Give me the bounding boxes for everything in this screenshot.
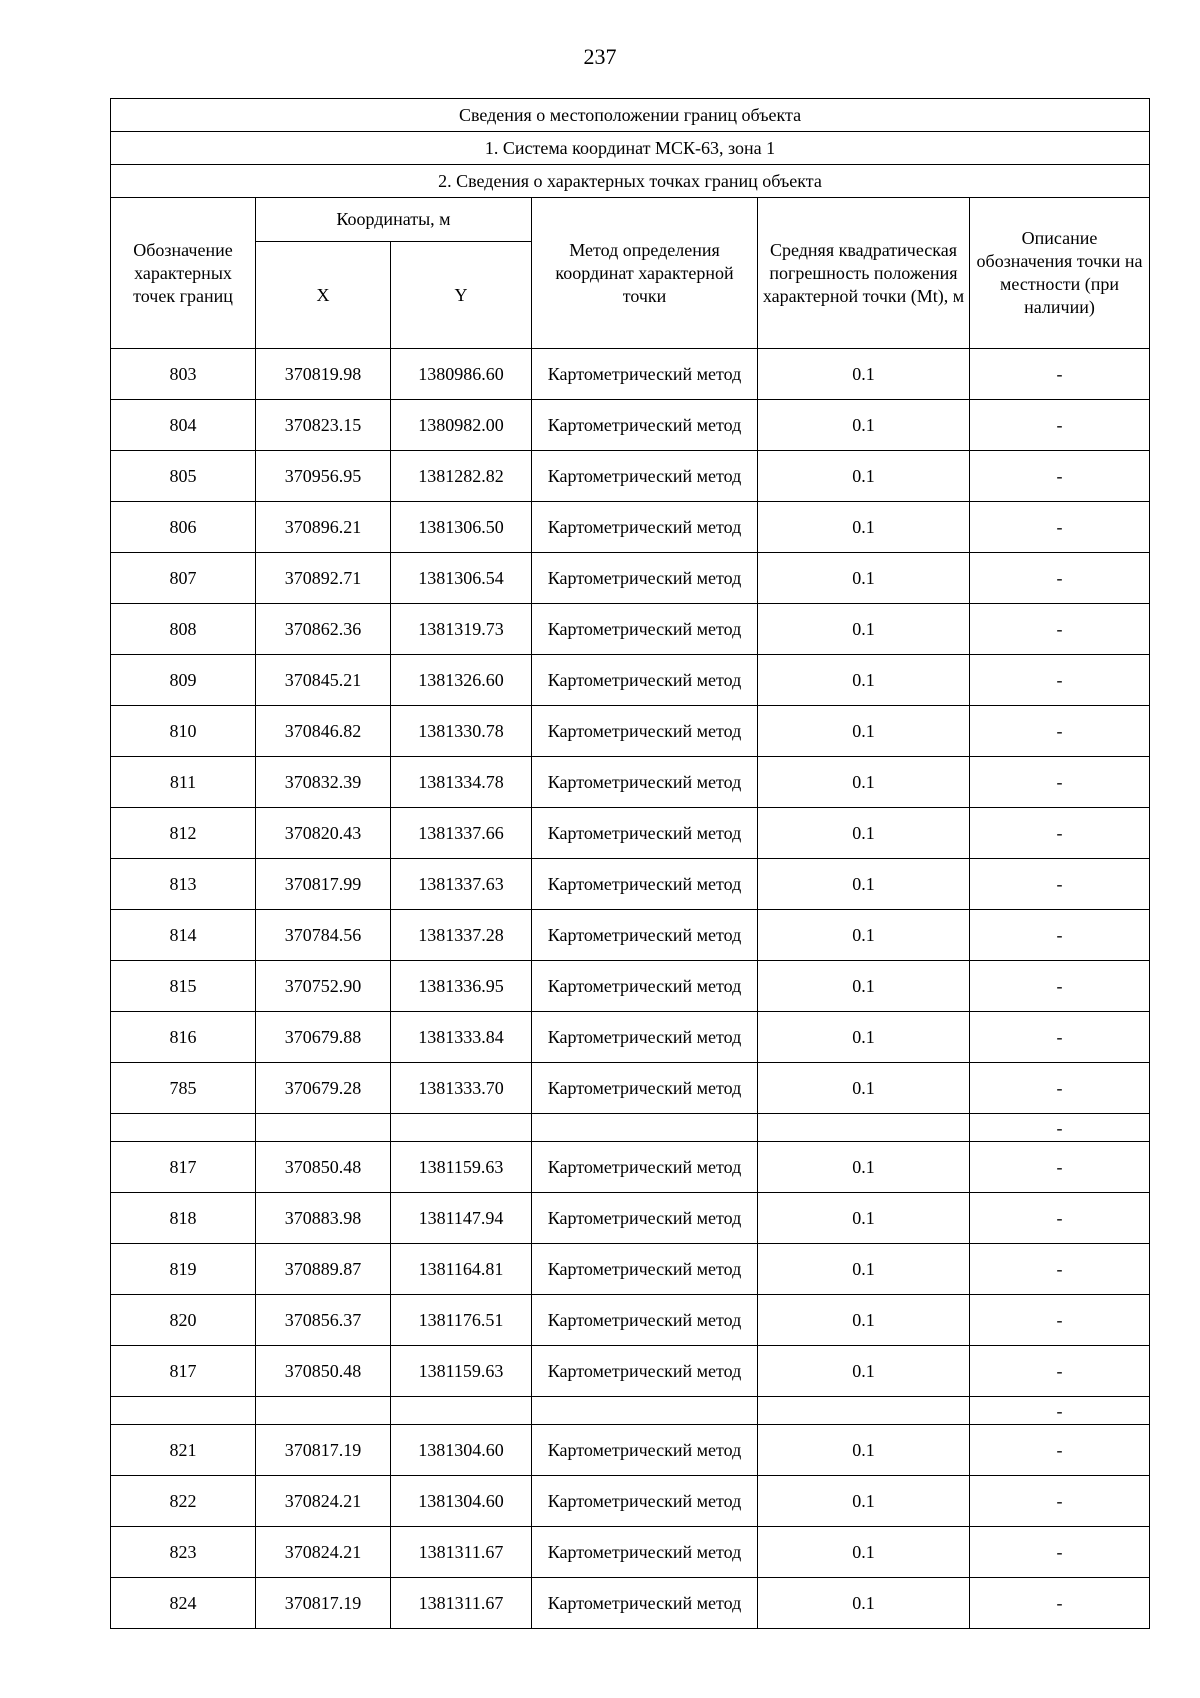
x-coordinate-cell: 370846.82	[256, 706, 391, 757]
x-coordinate-cell: 370862.36	[256, 604, 391, 655]
points-section-title: 2. Сведения о характерных точках границ объекта	[111, 165, 1150, 198]
points-section-row	[111, 165, 1150, 198]
x-coordinate-cell: 370824.21	[256, 1527, 391, 1578]
description-cell: -	[970, 1346, 1150, 1397]
description-cell: -	[970, 349, 1150, 400]
error-cell: 0.1	[758, 757, 970, 808]
error-cell: 0.1	[758, 859, 970, 910]
error-cell	[758, 1397, 970, 1425]
error-cell: 0.1	[758, 910, 970, 961]
method-cell: Картометрический метод	[532, 400, 758, 451]
boundary-points-table	[110, 98, 1150, 1629]
x-coordinate-cell: 370850.48	[256, 1346, 391, 1397]
table-row	[111, 757, 1150, 808]
y-coordinate-cell: 1381333.70	[391, 1063, 532, 1114]
y-coordinate-cell: 1381159.63	[391, 1346, 532, 1397]
x-coordinate-cell: 370956.95	[256, 451, 391, 502]
x-coordinate-cell: 370784.56	[256, 910, 391, 961]
x-coordinate-cell: 370892.71	[256, 553, 391, 604]
method-cell: Картометрический метод	[532, 349, 758, 400]
x-coordinate-cell	[256, 1397, 391, 1425]
table-row	[111, 502, 1150, 553]
method-cell: Картометрический метод	[532, 1193, 758, 1244]
point-cell	[111, 1114, 256, 1142]
x-coordinate-cell	[256, 1114, 391, 1142]
x-coordinate-cell: 370820.43	[256, 808, 391, 859]
table-row	[111, 1578, 1150, 1629]
table-row	[111, 1012, 1150, 1063]
x-coordinate-cell: 370679.88	[256, 1012, 391, 1063]
point-cell: 824	[111, 1578, 256, 1629]
point-cell: 808	[111, 604, 256, 655]
method-cell: Картометрический метод	[532, 1346, 758, 1397]
error-cell: 0.1	[758, 1346, 970, 1397]
x-coordinate-cell: 370752.90	[256, 961, 391, 1012]
error-column-header: Средняя квадратическая погрешность положения характерной точки (Mt), м	[758, 198, 970, 349]
point-cell: 817	[111, 1346, 256, 1397]
y-coordinate-cell: 1381337.28	[391, 910, 532, 961]
method-cell: Картометрический метод	[532, 1425, 758, 1476]
method-column-header: Метод определения координат характерной точки	[532, 198, 758, 349]
point-column-header: Обозначение характерных точек границ	[111, 198, 256, 349]
point-cell: 811	[111, 757, 256, 808]
description-cell: -	[970, 961, 1150, 1012]
point-cell: 813	[111, 859, 256, 910]
error-cell: 0.1	[758, 1295, 970, 1346]
description-cell: -	[970, 502, 1150, 553]
method-cell: Картометрический метод	[532, 757, 758, 808]
table-row	[111, 1346, 1150, 1397]
x-coordinate-cell: 370817.19	[256, 1425, 391, 1476]
table-row	[111, 1193, 1150, 1244]
x-coordinate-cell: 370819.98	[256, 349, 391, 400]
description-cell: -	[970, 553, 1150, 604]
table-title-row	[111, 99, 1150, 132]
table-row	[111, 655, 1150, 706]
method-cell: Картометрический метод	[532, 451, 758, 502]
x-coordinate-cell: 370817.19	[256, 1578, 391, 1629]
error-cell: 0.1	[758, 502, 970, 553]
point-cell: 806	[111, 502, 256, 553]
error-cell: 0.1	[758, 1578, 970, 1629]
method-cell: Картометрический метод	[532, 1244, 758, 1295]
y-coordinate-cell: 1381334.78	[391, 757, 532, 808]
table-row	[111, 1527, 1150, 1578]
y-coordinate-cell: 1381311.67	[391, 1578, 532, 1629]
error-cell: 0.1	[758, 961, 970, 1012]
point-cell: 819	[111, 1244, 256, 1295]
description-cell: -	[970, 1578, 1150, 1629]
y-coordinate-cell: 1381330.78	[391, 706, 532, 757]
table-row	[111, 604, 1150, 655]
description-cell: -	[970, 1193, 1150, 1244]
description-cell: -	[970, 604, 1150, 655]
point-cell: 804	[111, 400, 256, 451]
y-coordinate-cell: 1380982.00	[391, 400, 532, 451]
description-cell: -	[970, 1425, 1150, 1476]
error-cell: 0.1	[758, 553, 970, 604]
y-coordinate-cell	[391, 1397, 532, 1425]
error-cell: 0.1	[758, 1527, 970, 1578]
x-coordinate-cell: 370896.21	[256, 502, 391, 553]
description-cell: -	[970, 1114, 1150, 1142]
description-column-header: Описание обозначения точки на местности (при наличии)	[970, 198, 1150, 349]
table-row	[111, 706, 1150, 757]
method-cell: Картометрический метод	[532, 1063, 758, 1114]
point-cell	[111, 1397, 256, 1425]
y-coordinate-cell: 1381326.60	[391, 655, 532, 706]
method-cell: Картометрический метод	[532, 859, 758, 910]
x-coordinate-cell: 370883.98	[256, 1193, 391, 1244]
error-cell: 0.1	[758, 1012, 970, 1063]
method-cell: Картометрический метод	[532, 1578, 758, 1629]
y-column-header: Y	[391, 242, 532, 349]
method-cell: Картометрический метод	[532, 655, 758, 706]
y-coordinate-cell: 1380986.60	[391, 349, 532, 400]
method-cell: Картометрический метод	[532, 910, 758, 961]
error-cell	[758, 1114, 970, 1142]
method-cell: Картометрический метод	[532, 1142, 758, 1193]
point-cell: 822	[111, 1476, 256, 1527]
y-coordinate-cell: 1381176.51	[391, 1295, 532, 1346]
x-coordinate-cell: 370824.21	[256, 1476, 391, 1527]
error-cell: 0.1	[758, 349, 970, 400]
y-coordinate-cell: 1381164.81	[391, 1244, 532, 1295]
table-row	[111, 1425, 1150, 1476]
table-row	[111, 910, 1150, 961]
y-coordinate-cell: 1381333.84	[391, 1012, 532, 1063]
x-coordinate-cell: 370845.21	[256, 655, 391, 706]
coordinate-system-row	[111, 132, 1150, 165]
description-cell: -	[970, 1476, 1150, 1527]
method-cell: Картометрический метод	[532, 502, 758, 553]
description-cell: -	[970, 910, 1150, 961]
x-coordinate-cell: 370823.15	[256, 400, 391, 451]
point-cell: 816	[111, 1012, 256, 1063]
method-cell: Картометрический метод	[532, 961, 758, 1012]
description-cell: -	[970, 1244, 1150, 1295]
y-coordinate-cell: 1381304.60	[391, 1425, 532, 1476]
y-coordinate-cell: 1381304.60	[391, 1476, 532, 1527]
description-cell: -	[970, 1063, 1150, 1114]
method-cell	[532, 1114, 758, 1142]
table-title: Сведения о местоположении границ объекта	[111, 99, 1150, 132]
table-row	[111, 553, 1150, 604]
error-cell: 0.1	[758, 451, 970, 502]
description-cell: -	[970, 1295, 1150, 1346]
table-row	[111, 451, 1150, 502]
table-row	[111, 961, 1150, 1012]
point-cell: 803	[111, 349, 256, 400]
error-cell: 0.1	[758, 1244, 970, 1295]
error-cell: 0.1	[758, 400, 970, 451]
method-cell: Картометрический метод	[532, 706, 758, 757]
table-row	[111, 1244, 1150, 1295]
error-cell: 0.1	[758, 706, 970, 757]
x-coordinate-cell: 370679.28	[256, 1063, 391, 1114]
y-coordinate-cell: 1381147.94	[391, 1193, 532, 1244]
page-number: 237	[583, 44, 617, 69]
error-cell: 0.1	[758, 1425, 970, 1476]
separator-row	[111, 1397, 1150, 1425]
description-cell: -	[970, 808, 1150, 859]
description-cell: -	[970, 655, 1150, 706]
coordinates-column-header: Координаты, м	[256, 198, 532, 242]
table-row	[111, 1063, 1150, 1114]
method-cell: Картометрический метод	[532, 1012, 758, 1063]
y-coordinate-cell: 1381306.50	[391, 502, 532, 553]
point-cell: 810	[111, 706, 256, 757]
error-cell: 0.1	[758, 1476, 970, 1527]
point-cell: 818	[111, 1193, 256, 1244]
y-coordinate-cell: 1381306.54	[391, 553, 532, 604]
x-coordinate-cell: 370856.37	[256, 1295, 391, 1346]
point-cell: 820	[111, 1295, 256, 1346]
method-cell: Картометрический метод	[532, 808, 758, 859]
description-cell: -	[970, 706, 1150, 757]
table-row	[111, 859, 1150, 910]
method-cell	[532, 1397, 758, 1425]
point-cell: 785	[111, 1063, 256, 1114]
point-cell: 805	[111, 451, 256, 502]
coordinate-system-title: 1. Система координат МСК-63, зона 1	[111, 132, 1150, 165]
separator-row	[111, 1114, 1150, 1142]
x-coordinate-cell: 370889.87	[256, 1244, 391, 1295]
method-cell: Картометрический метод	[532, 1527, 758, 1578]
description-cell: -	[970, 757, 1150, 808]
table-row	[111, 1295, 1150, 1346]
y-coordinate-cell: 1381337.63	[391, 859, 532, 910]
y-coordinate-cell	[391, 1114, 532, 1142]
point-cell: 823	[111, 1527, 256, 1578]
x-coordinate-cell: 370832.39	[256, 757, 391, 808]
y-coordinate-cell: 1381311.67	[391, 1527, 532, 1578]
description-cell: -	[970, 1012, 1150, 1063]
description-cell: -	[970, 1397, 1150, 1425]
error-cell: 0.1	[758, 1193, 970, 1244]
y-coordinate-cell: 1381336.95	[391, 961, 532, 1012]
description-cell: -	[970, 1142, 1150, 1193]
method-cell: Картометрический метод	[532, 604, 758, 655]
x-column-header: X	[256, 242, 391, 349]
point-cell: 809	[111, 655, 256, 706]
point-cell: 812	[111, 808, 256, 859]
table-row	[111, 808, 1150, 859]
y-coordinate-cell: 1381159.63	[391, 1142, 532, 1193]
point-cell: 814	[111, 910, 256, 961]
method-cell: Картометрический метод	[532, 553, 758, 604]
x-coordinate-cell: 370850.48	[256, 1142, 391, 1193]
table-row	[111, 1142, 1150, 1193]
table-row	[111, 349, 1150, 400]
y-coordinate-cell: 1381337.66	[391, 808, 532, 859]
description-cell: -	[970, 451, 1150, 502]
point-cell: 807	[111, 553, 256, 604]
error-cell: 0.1	[758, 655, 970, 706]
method-cell: Картометрический метод	[532, 1476, 758, 1527]
point-cell: 821	[111, 1425, 256, 1476]
x-coordinate-cell: 370817.99	[256, 859, 391, 910]
error-cell: 0.1	[758, 1142, 970, 1193]
method-cell: Картометрический метод	[532, 1295, 758, 1346]
error-cell: 0.1	[758, 808, 970, 859]
point-cell: 817	[111, 1142, 256, 1193]
table-row	[111, 400, 1150, 451]
error-cell: 0.1	[758, 1063, 970, 1114]
table-row	[111, 1476, 1150, 1527]
error-cell: 0.1	[758, 604, 970, 655]
y-coordinate-cell: 1381282.82	[391, 451, 532, 502]
y-coordinate-cell: 1381319.73	[391, 604, 532, 655]
description-cell: -	[970, 400, 1150, 451]
column-header-row	[111, 198, 1150, 242]
description-cell: -	[970, 859, 1150, 910]
description-cell: -	[970, 1527, 1150, 1578]
point-cell: 815	[111, 961, 256, 1012]
